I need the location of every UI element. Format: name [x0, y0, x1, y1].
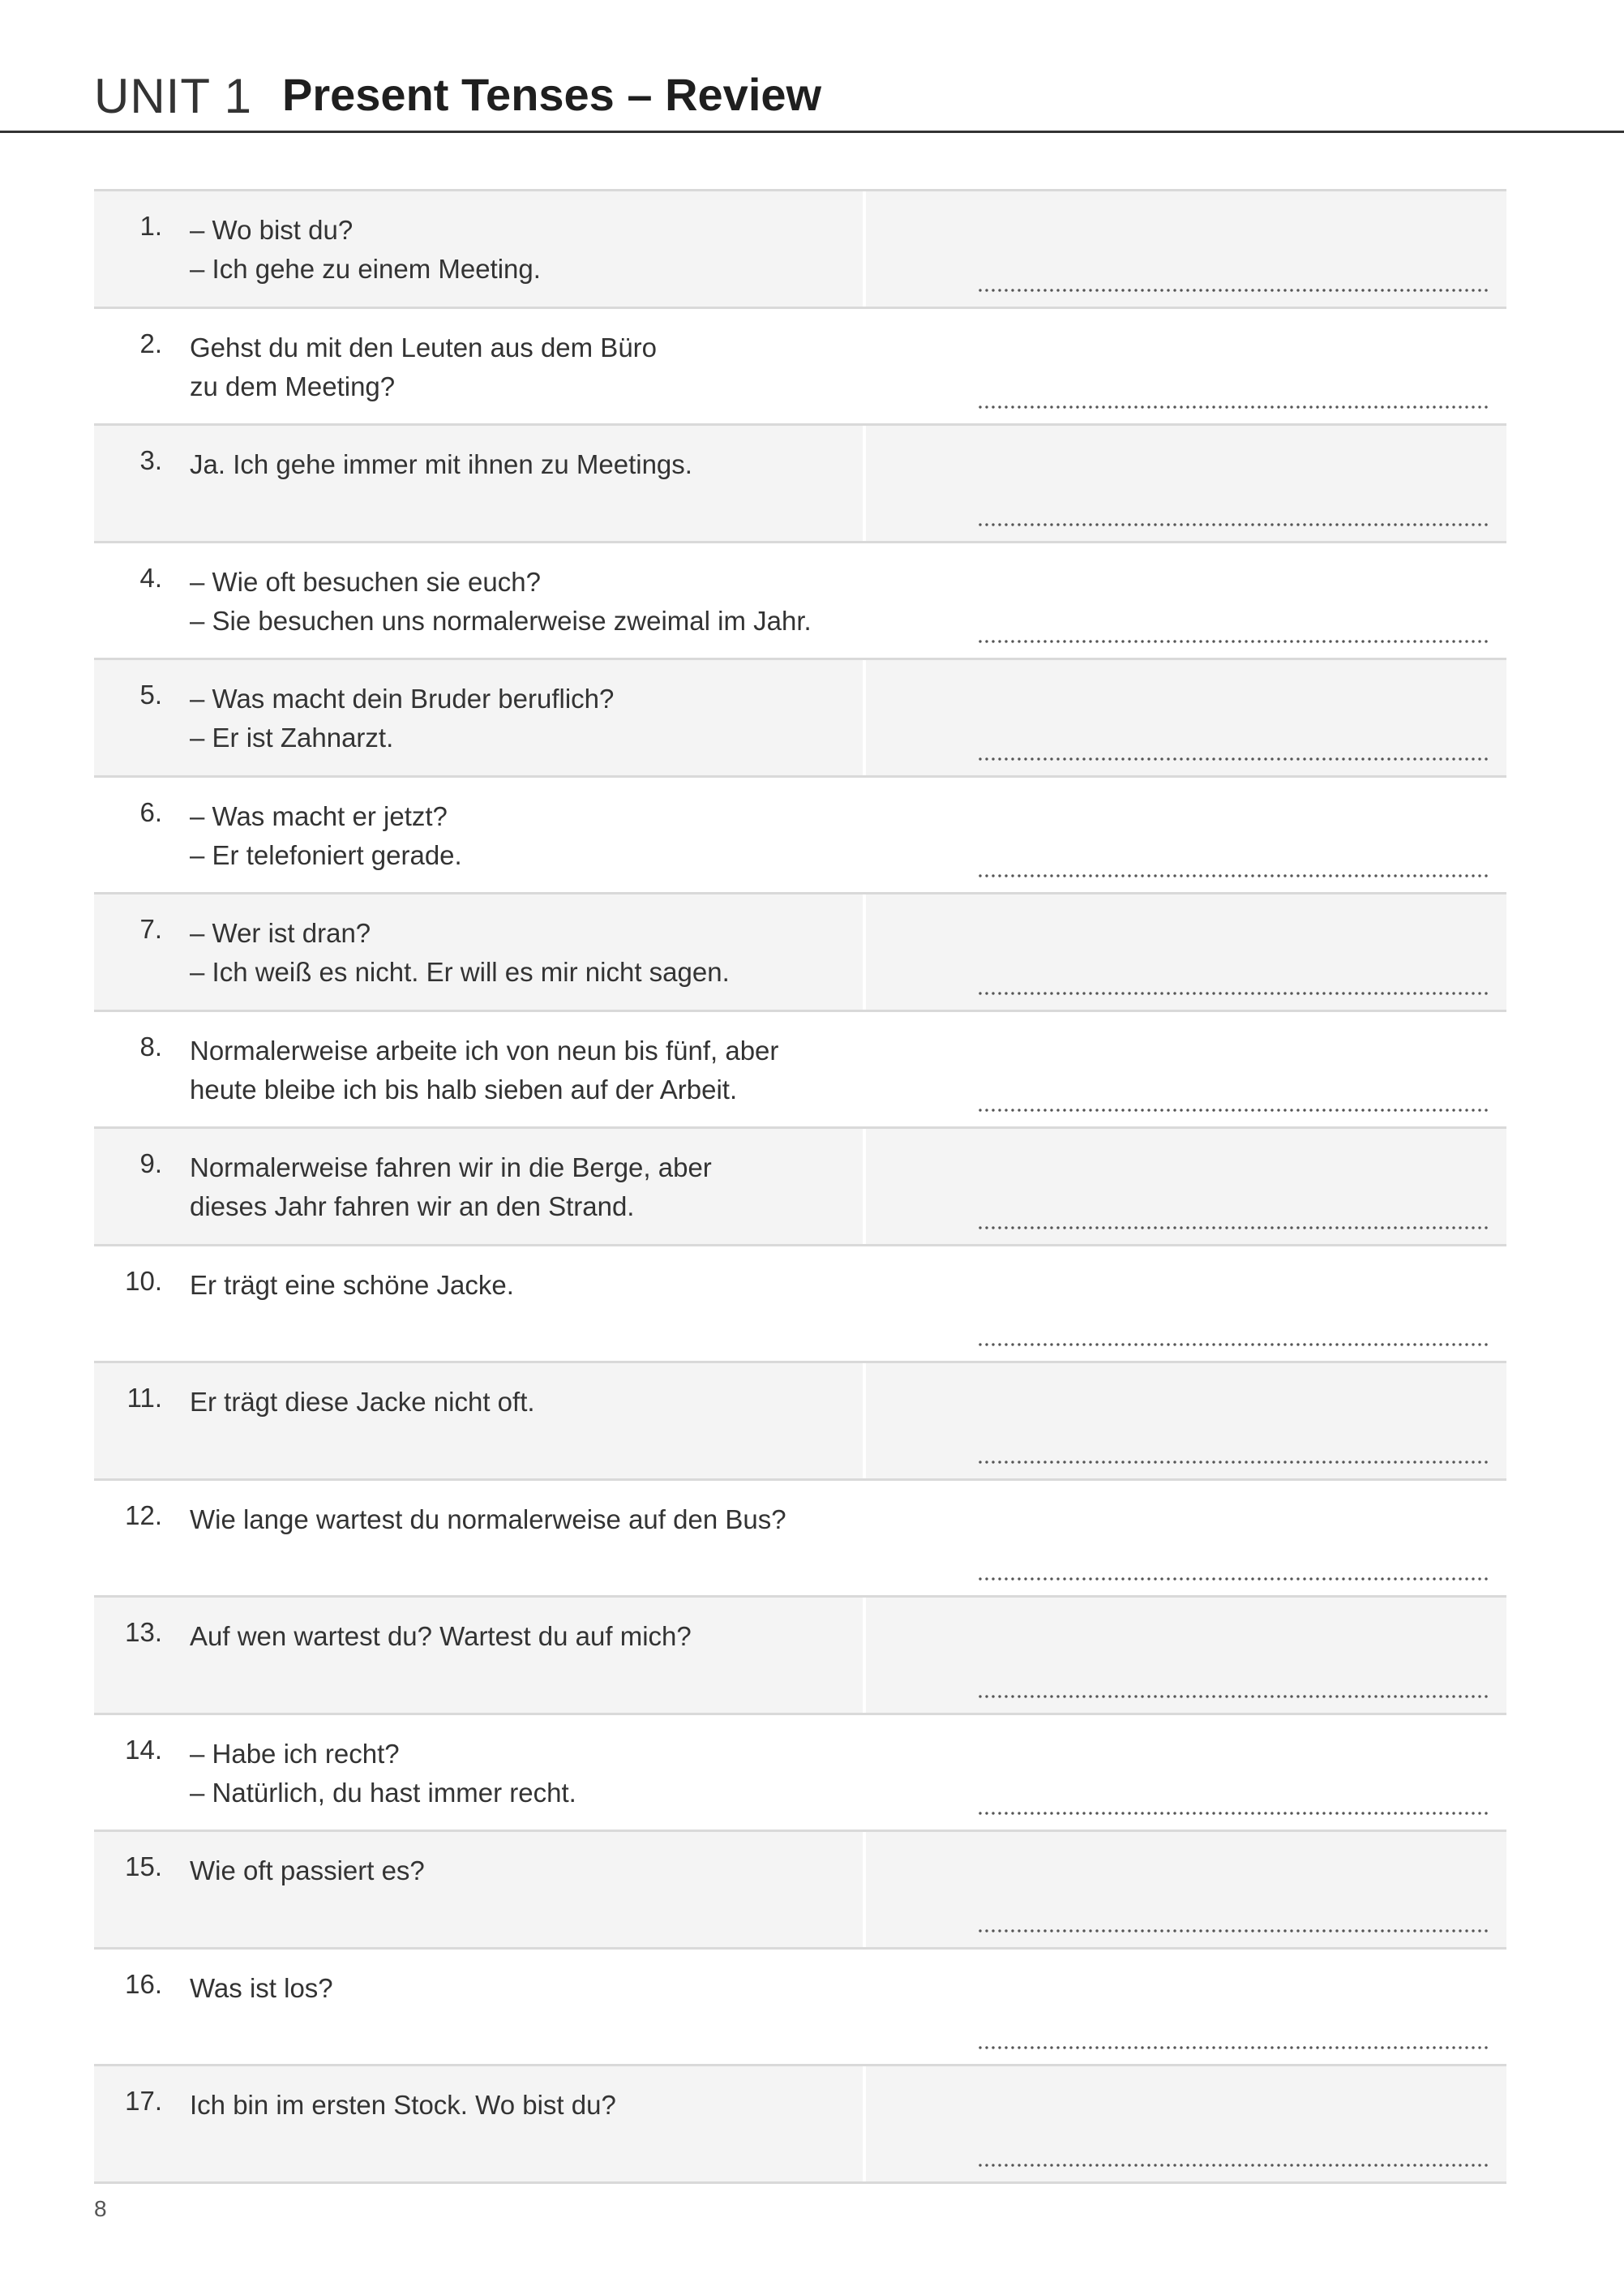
sentence-line: Er trägt eine schöne Jacke. [190, 1269, 514, 1300]
sentence-line: – Was macht dein Bruder beruflich? [190, 684, 615, 714]
answer-cell [866, 309, 1506, 424]
answer-line[interactable] [977, 1461, 1489, 1464]
sentence-line: – Sie besuchen uns normalerweise zweimal im Jahr. [190, 605, 812, 636]
sentence-text [190, 1383, 535, 1422]
sentence-text [190, 328, 657, 406]
answer-line[interactable] [977, 1577, 1489, 1581]
sentence-text [190, 797, 462, 875]
sentence-text [190, 1617, 692, 1656]
answer-line[interactable] [977, 640, 1489, 643]
sentence-text [190, 445, 692, 484]
item-number: 16. [125, 1968, 162, 1999]
sentence-cell [94, 191, 863, 307]
sentence-text [190, 914, 730, 992]
sentence-line: Wie oft passiert es? [190, 1855, 425, 1885]
item-number: 2. [139, 328, 162, 358]
sentence-text [190, 211, 541, 289]
sentence-line: Gehst du mit den Leuten aus dem Büro [190, 332, 658, 362]
sentence-cell [94, 1481, 863, 1596]
sentence-line: – Wo bist du? [190, 215, 354, 245]
exercise-row [94, 1012, 1506, 1130]
answer-line[interactable] [977, 757, 1489, 761]
answer-cell [866, 543, 1506, 658]
item-number: 1. [139, 211, 162, 241]
sentence-text [190, 1500, 786, 1539]
sentence-cell [94, 426, 863, 541]
answer-line[interactable] [977, 1695, 1489, 1698]
answer-line[interactable] [977, 1812, 1489, 1815]
item-number: 14. [125, 1734, 162, 1765]
exercise-row [94, 660, 1506, 778]
answer-cell [866, 1246, 1506, 1362]
exercise-row [94, 778, 1506, 895]
sentence-line: – Wer ist dran? [190, 918, 371, 948]
sentence-cell [94, 309, 863, 424]
answer-cell [866, 1715, 1506, 1830]
answer-line[interactable] [977, 1226, 1489, 1229]
sentence-cell [94, 1950, 863, 2065]
sentence-text [190, 1032, 778, 1109]
answer-cell [866, 660, 1506, 775]
item-number: 12. [125, 1499, 162, 1530]
item-number: 4. [139, 562, 162, 593]
item-number: 9. [139, 1148, 162, 1178]
exercise-row [94, 1129, 1506, 1246]
item-number: 17. [125, 2086, 162, 2116]
answer-cell [866, 1481, 1506, 1596]
exercise-row [94, 426, 1506, 543]
page-number: 8 [94, 2196, 107, 2221]
item-number: 8. [139, 1031, 162, 1062]
exercise-row [94, 1598, 1506, 1715]
sentence-cell [94, 1246, 863, 1362]
item-number: 5. [139, 680, 162, 710]
answer-cell [866, 191, 1506, 307]
sentence-line: – Wie oft besuchen sie euch? [190, 566, 541, 597]
exercise-table [94, 189, 1506, 2184]
exercise-row [94, 191, 1506, 309]
sentence-text [190, 1266, 514, 1305]
item-number: 3. [139, 445, 162, 475]
sentence-text [190, 2086, 616, 2125]
sentence-line: zu dem Meeting? [190, 371, 396, 401]
item-number: 11. [126, 1383, 162, 1413]
answer-cell [866, 1129, 1506, 1244]
sentence-cell [94, 1129, 863, 1244]
sentence-line: dieses Jahr fahren wir an den Strand. [190, 1191, 635, 1221]
sentence-line: Normalerweise arbeite ich von neun bis fünf, aber [190, 1035, 779, 1066]
answer-cell [866, 1832, 1506, 1947]
sentence-cell [94, 543, 863, 658]
sentence-cell [94, 1715, 863, 1830]
sentence-line: – Natürlich, du hast immer recht. [190, 1777, 576, 1808]
answer-line[interactable] [977, 992, 1489, 995]
answer-cell [866, 1950, 1506, 2065]
sentence-line: – Habe ich recht? [190, 1738, 400, 1769]
sentence-line: – Er telefoniert gerade. [190, 839, 462, 870]
sentence-text [190, 680, 614, 757]
exercise-row [94, 894, 1506, 1012]
sentence-line: Ja. Ich gehe immer mit ihnen zu Meetings. [190, 449, 692, 479]
sentence-line: Normalerweise fahren wir in die Berge, aber [190, 1152, 712, 1182]
answer-line[interactable] [977, 2046, 1489, 2049]
exercise-row [94, 1363, 1506, 1481]
exercise-row [94, 2066, 1506, 2184]
sentence-line: Wie lange wartest du normalerweise auf den Bus? [190, 1504, 786, 1534]
answer-line[interactable] [977, 1929, 1489, 1933]
answer-cell [866, 1598, 1506, 1713]
answer-line[interactable] [977, 1109, 1489, 1112]
unit-label: UNIT 1 [94, 69, 252, 123]
answer-cell [866, 426, 1506, 541]
exercise-row [94, 1481, 1506, 1598]
answer-cell [866, 894, 1506, 1010]
answer-line[interactable] [977, 2164, 1489, 2167]
answer-line[interactable] [977, 874, 1489, 877]
item-number: 10. [125, 1265, 162, 1296]
exercise-row [94, 1950, 1506, 2067]
answer-cell [866, 1363, 1506, 1478]
sentence-line: Er trägt diese Jacke nicht oft. [190, 1387, 535, 1417]
sentence-text [190, 1851, 425, 1890]
exercise-row [94, 543, 1506, 661]
sentence-cell [94, 1832, 863, 1947]
exercise-row [94, 1715, 1506, 1833]
sentence-cell [94, 1012, 863, 1127]
sentence-cell [94, 660, 863, 775]
sentence-line: Was ist los? [190, 1972, 333, 2003]
item-number: 6. [139, 796, 162, 827]
sentence-text [190, 563, 812, 641]
sentence-line: – Er ist Zahnarzt. [190, 723, 394, 753]
answer-cell [866, 2066, 1506, 2181]
answer-line[interactable] [977, 1343, 1489, 1346]
sentence-text [190, 1969, 333, 2008]
sentence-line: – Was macht er jetzt? [190, 800, 448, 831]
sentence-cell [94, 778, 863, 893]
item-number: 15. [125, 1851, 162, 1881]
sentence-cell [94, 1363, 863, 1478]
sentence-line: – Ich gehe zu einem Meeting. [190, 254, 541, 284]
item-number: 13. [125, 1617, 162, 1647]
exercise-row [94, 1246, 1506, 1364]
page-header [0, 0, 1624, 133]
sentence-line: Ich bin im ersten Stock. Wo bist du? [190, 2090, 616, 2120]
sentence-text [190, 1735, 576, 1812]
answer-line[interactable] [977, 523, 1489, 526]
sentence-line: heute bleibe ich bis halb sieben auf der Arbeit. [190, 1074, 738, 1105]
exercise-row [94, 309, 1506, 427]
sentence-line: – Ich weiß es nicht. Er will es mir nicht sagen. [190, 957, 730, 987]
page-title: Present Tenses – Review [282, 69, 822, 120]
answer-line[interactable] [977, 405, 1489, 409]
answer-cell [866, 1012, 1506, 1127]
answer-line[interactable] [977, 289, 1489, 292]
sentence-cell [94, 1598, 863, 1713]
sentence-line: Auf wen wartest du? Wartest du auf mich? [190, 1621, 692, 1651]
sentence-cell [94, 894, 863, 1010]
sentence-text [190, 1148, 712, 1226]
exercise-row [94, 1832, 1506, 1950]
answer-cell [866, 778, 1506, 893]
item-number: 7. [139, 914, 162, 944]
sentence-cell [94, 2066, 863, 2181]
